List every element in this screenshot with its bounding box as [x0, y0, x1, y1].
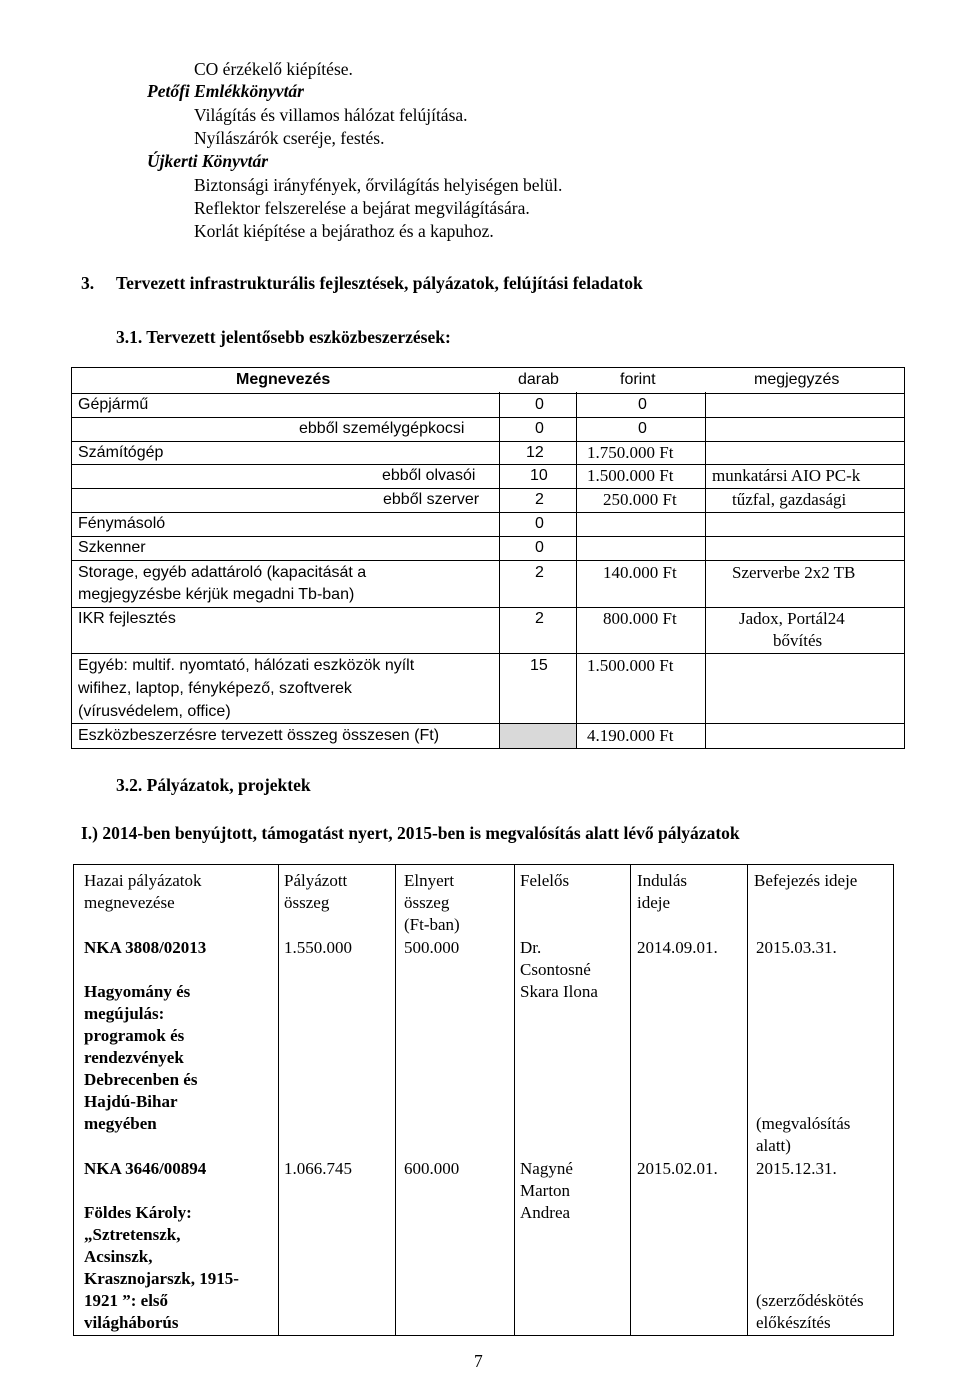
project-title: Hajdú-Bihar: [84, 1092, 178, 1111]
project-applied: 1.066.745: [284, 1159, 352, 1178]
table-row-name: Gépjármű: [78, 396, 149, 413]
table-row-name: Fénymásoló: [78, 515, 166, 532]
project-end-note: előkészítés: [756, 1313, 831, 1332]
project-title: Krasznojarszk, 1915-: [84, 1269, 239, 1288]
table-row-qty: 2: [535, 610, 544, 627]
project-title: világháborús: [84, 1313, 179, 1332]
project-won: 500.000: [404, 938, 460, 957]
table-row-note: Jadox, Portál24: [739, 609, 845, 628]
project-title: 1921 ”: első: [84, 1291, 169, 1310]
table-row-qty: 2: [535, 491, 544, 508]
intro-item: Nyílászárók cseréje, festés.: [194, 128, 385, 148]
table-total-name: Eszközbeszerzésre tervezett összeg összesen (Ft): [78, 727, 440, 744]
table-row-name: ebből szerver: [383, 491, 480, 508]
project-applied: 1.550.000: [284, 938, 352, 957]
project-title: rendezvények: [84, 1048, 184, 1067]
table-row-note: bővítés: [773, 631, 823, 650]
col-header-start: ideje: [637, 893, 671, 912]
table-row-qty: 0: [535, 539, 544, 556]
table-row-name: megjegyzésbe kérjük megadni Tb-ban): [78, 586, 355, 603]
col-header-name: Hazai pályázatok: [84, 871, 202, 890]
col-header-note: megjegyzés: [754, 371, 840, 388]
col-header-applied: Pályázott: [284, 871, 348, 890]
table-row-qty: 12: [526, 444, 544, 461]
table-row-price: 140.000 Ft: [603, 563, 677, 582]
page-number: 7: [474, 1351, 483, 1371]
intro-item: Reflektor felszerelése a bejárat megvilágítására.: [194, 198, 530, 218]
table-row-price: 250.000 Ft: [603, 490, 677, 509]
project-id: NKA 3808/02013: [84, 938, 207, 957]
table-row-price: 1.500.000 Ft: [587, 466, 674, 485]
intro-item: Világítás és villamos hálózat felújítása.: [194, 105, 468, 125]
subsection-title: 3.2. Pályázatok, projektek: [116, 775, 311, 795]
section-title: I.) 2014-ben benyújtott, támogatást nyert, 2015-ben is megvalósítás alatt lévő pályázatok: [81, 823, 740, 843]
project-title: „Sztretenszk,: [84, 1225, 181, 1244]
table-row-name: ebből olvasói: [382, 467, 476, 484]
intro-line: CO érzékelő kiépítése.: [194, 59, 353, 79]
table-row-name: Szkenner: [78, 539, 146, 556]
col-header-won: összeg: [404, 893, 450, 912]
library-heading: Újkerti Könyvtár: [147, 151, 269, 171]
col-header-end: Befejezés ideje: [754, 871, 858, 890]
project-end-note: (megvalósítás: [756, 1114, 851, 1133]
project-title: Debrecenben és: [84, 1070, 198, 1089]
project-won: 600.000: [404, 1159, 460, 1178]
col-header-responsible: Felelős: [520, 871, 570, 890]
table-row-qty: 10: [530, 467, 548, 484]
intro-item: Biztonsági irányfények, őrvilágítás helyiségen belül.: [194, 175, 563, 195]
table-total-price: 4.190.000 Ft: [587, 726, 674, 745]
table-row-price: 800.000 Ft: [603, 609, 677, 628]
table-row-price: 1.750.000 Ft: [587, 443, 674, 462]
col-header-qty: darab: [518, 371, 559, 388]
col-header-won: (Ft-ban): [404, 915, 460, 934]
project-title: megyében: [84, 1114, 157, 1133]
col-header-applied: összeg: [284, 893, 330, 912]
table-row-name: Egyéb: multif. nyomtató, hálózati eszközök nyílt: [78, 657, 415, 674]
col-header-name: megnevezése: [84, 893, 175, 912]
table-row-price: 0: [638, 396, 647, 413]
project-responsible: Andrea: [520, 1203, 571, 1222]
project-title: programok és: [84, 1026, 185, 1045]
table-row-price: 0: [638, 420, 647, 437]
section-number: 3.: [81, 273, 95, 293]
table-row-note: Szerverbe 2x2 TB: [732, 563, 856, 582]
project-start: 2014.09.01.: [637, 938, 718, 957]
table-row-price: 1.500.000 Ft: [587, 656, 674, 675]
table-row-name: ebből személygépkocsi: [299, 420, 465, 437]
table-row-qty: 0: [535, 420, 544, 437]
table-row-name: wifihez, laptop, fényképező, szoftverek: [78, 680, 352, 697]
equipment-table: [71, 367, 905, 749]
project-end: 2015.03.31.: [756, 938, 837, 957]
project-responsible: Csontosné: [520, 960, 591, 979]
library-heading: Petőfi Emlékkönyvtár: [147, 81, 304, 101]
col-header-start: Indulás: [637, 871, 688, 890]
project-responsible: Dr.: [520, 938, 542, 957]
project-responsible: Nagyné: [520, 1159, 573, 1178]
table-row-note: tűzfal, gazdasági: [732, 490, 847, 509]
project-title: Hagyomány és: [84, 982, 191, 1001]
col-header-price: forint: [620, 371, 656, 388]
table-row-name: Storage, egyéb adattároló (kapacitását a: [78, 564, 367, 581]
project-title: megújulás:: [84, 1004, 165, 1023]
project-id: NKA 3646/00894: [84, 1159, 207, 1178]
table-row-qty: 15: [530, 657, 548, 674]
project-end-note: alatt): [756, 1136, 791, 1155]
projects-table: [73, 864, 894, 1336]
project-title: Acsinszk,: [84, 1247, 153, 1266]
table-row-note: munkatársi AIO PC-k: [712, 466, 861, 485]
intro-item: Korlát kiépítése a bejárathoz és a kapuhoz.: [194, 221, 494, 241]
project-responsible: Marton: [520, 1181, 571, 1200]
project-responsible: Skara Ilona: [520, 982, 598, 1001]
table-row-qty: 0: [535, 515, 544, 532]
subsection-title: 3.1. Tervezett jelentősebb eszközbeszerzések:: [116, 327, 451, 347]
table-row-name: (vírusvédelem, office): [78, 703, 231, 720]
section-title: Tervezett infrastrukturális fejlesztések, pályázatok, felújítási feladatok: [116, 273, 643, 293]
project-start: 2015.02.01.: [637, 1159, 718, 1178]
table-row-name: Számítógép: [78, 444, 164, 461]
total-shaded-cell: [500, 724, 576, 748]
col-header-name: Megnevezés: [236, 371, 331, 388]
project-title: Földes Károly:: [84, 1203, 192, 1222]
col-header-won: Elnyert: [404, 871, 455, 890]
table-row-name: IKR fejlesztés: [78, 610, 176, 627]
project-end: 2015.12.31.: [756, 1159, 837, 1178]
table-row-qty: 0: [535, 396, 544, 413]
table-row-qty: 2: [535, 564, 544, 581]
project-end-note: (szerződéskötés: [756, 1291, 864, 1310]
